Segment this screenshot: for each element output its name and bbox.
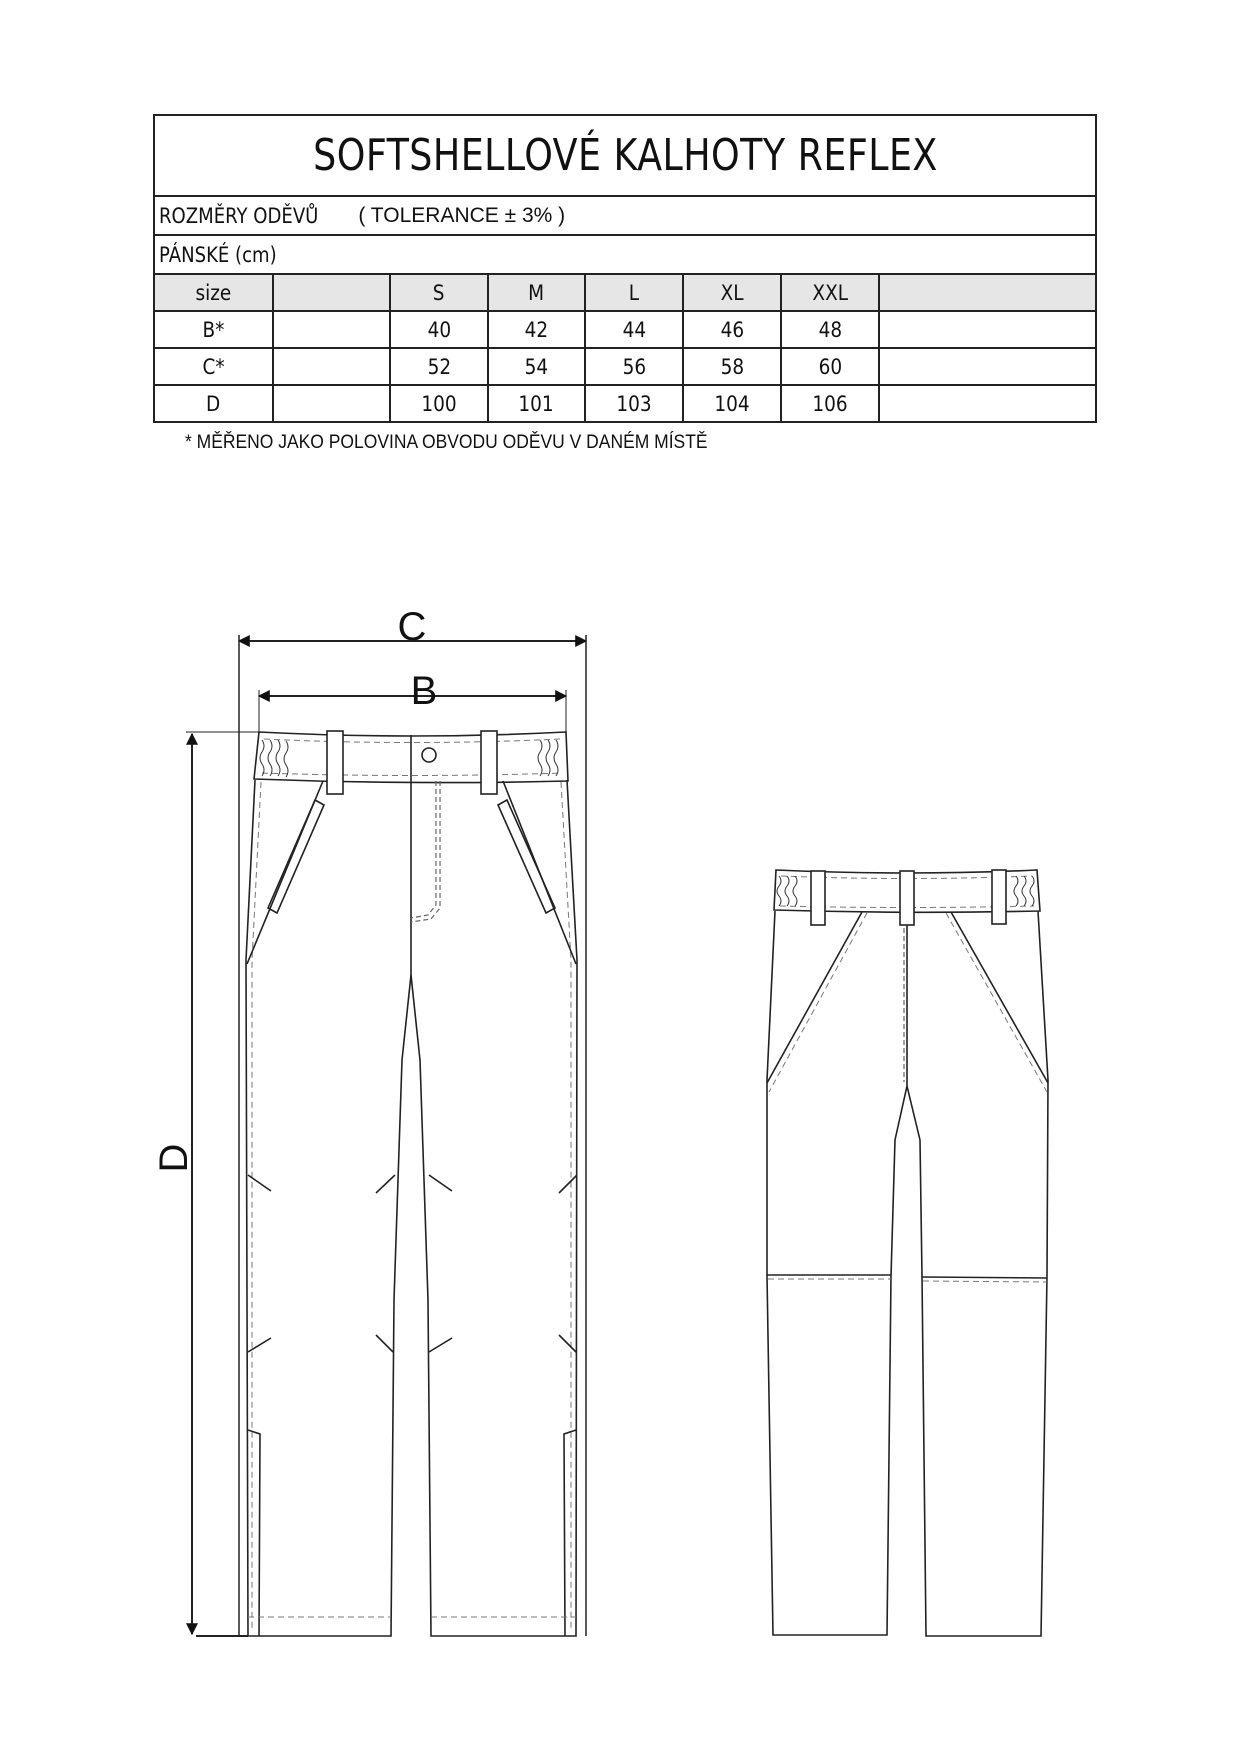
footnote: * MĚŘENO JAKO POLOVINA OBVODU ODĚVU V DANÉM MÍSTĚ xyxy=(185,432,708,453)
header-cell: M xyxy=(488,275,585,311)
back-right-leg-outline xyxy=(907,911,1048,1636)
front-left-hem-vent xyxy=(248,1430,260,1636)
header-cell: S xyxy=(390,275,488,311)
row-label: B* xyxy=(155,311,273,348)
dimension-d xyxy=(152,732,262,1636)
table-cell: 104 xyxy=(683,385,781,421)
front-right-zip-pocket xyxy=(498,800,555,913)
table-cell: 100 xyxy=(390,385,488,421)
dimension-d-label: D xyxy=(152,1143,196,1173)
table-cell: 103 xyxy=(585,385,683,421)
dimension-c-label: C xyxy=(397,605,427,649)
table-cell: 54 xyxy=(488,348,585,385)
front-right-hem-vent xyxy=(564,1430,576,1636)
front-belt-loop-right xyxy=(481,731,497,794)
back-left-yoke-line xyxy=(767,912,862,1083)
back-right-yoke-line xyxy=(951,912,1048,1083)
row-label: C* xyxy=(155,348,273,385)
back-belt-loop-left xyxy=(811,871,825,925)
table-cell: 46 xyxy=(683,311,781,348)
table-cell: 40 xyxy=(390,311,488,348)
front-belt-loop-left xyxy=(327,731,343,794)
table-cell: 106 xyxy=(781,385,879,421)
front-left-zip-pocket xyxy=(268,800,324,913)
pants-front-view xyxy=(246,731,577,1636)
header-cell: size xyxy=(155,275,273,311)
dimension-b-label: B xyxy=(410,669,438,713)
pants-back-view xyxy=(767,870,1048,1636)
header-cell: XXL xyxy=(781,275,879,311)
header-cell: XL xyxy=(683,275,781,311)
table-cell: 56 xyxy=(585,348,683,385)
measurements-label: ROZMĚRY ODĚVŮ xyxy=(159,203,319,228)
table-cell: 42 xyxy=(488,311,585,348)
table-cell: 52 xyxy=(390,348,488,385)
back-knee-seams xyxy=(767,1275,1047,1278)
front-right-leg-outline xyxy=(411,780,577,1636)
front-knee-darts xyxy=(248,1175,577,1352)
back-left-leg-outline xyxy=(767,911,907,1635)
table-cell: 101 xyxy=(488,385,585,421)
table-cell: 48 xyxy=(781,311,879,348)
table-cell: 60 xyxy=(781,348,879,385)
header-cell: L xyxy=(585,275,683,311)
front-button-icon xyxy=(422,748,436,762)
back-belt-loop-right xyxy=(992,870,1006,924)
table-cell: 44 xyxy=(585,311,683,348)
page-title: SOFTSHELLOVÉ KALHOTY REFLEX xyxy=(312,130,938,181)
back-belt-loop-center xyxy=(900,871,914,925)
category-label: PÁNSKÉ (cm) xyxy=(159,242,277,267)
tolerance-label: ( TOLERANCE ± 3% ) xyxy=(358,203,566,227)
front-fly-stitching xyxy=(411,781,436,918)
dimension-b xyxy=(259,669,566,732)
row-label: D xyxy=(155,385,273,421)
table-cell: 58 xyxy=(683,348,781,385)
